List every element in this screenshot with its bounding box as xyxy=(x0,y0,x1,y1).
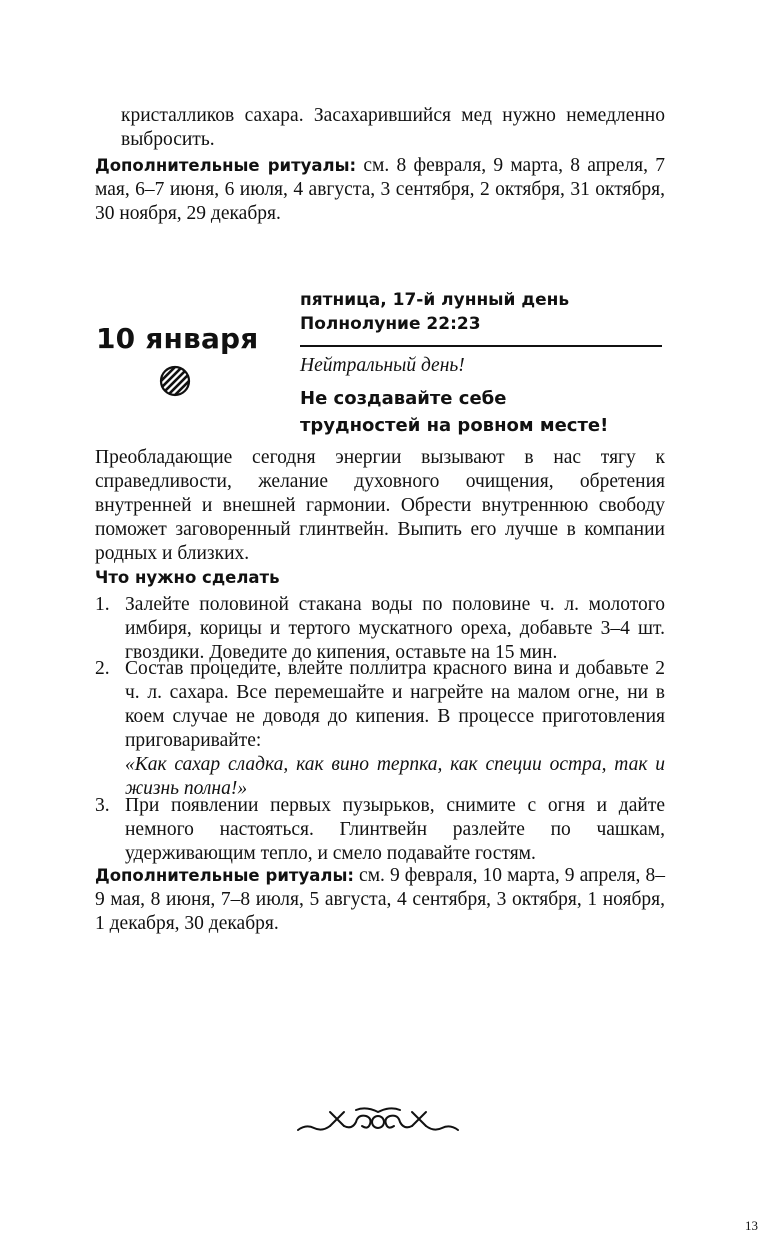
weekday-lunar-day: пятница, 17-й лунный день xyxy=(300,290,570,310)
step-text: При появлении первых пузырьков, снимите с огня и дайте немного настояться. Глинтвейн разлейте по чашкам, удерживающим тепло, и смело подавайте гостям. xyxy=(125,795,665,864)
step-text: Залейте половиной стакана воды по половине ч. л. молотого имбиря, корицы и тертого мускатного ореха, добавьте 3–4 шт. гвоздики. Доведите до кипения, оставьте на 15 мин. xyxy=(125,594,665,663)
day-type: Нейтральный день! xyxy=(300,355,465,376)
entry-intro-paragraph: Преобладающие сегодня энергии вызывают в нас тягу к справедливости, желание духовного очищения, обретения внутренней и внешней гармонии. Обрести внутреннюю свободу поможет заговоренный глинтвейн. Выпить его лучше в компании родных и близких. xyxy=(95,447,665,564)
step-text: Состав процедите, влейте поллитра красного вина и добавьте 2 ч. л. сахара. Все перемешайте и нагрейте на малом огне, ни в коем случае не доводя до кипения. В процессе приготовления приговаривайте: xyxy=(125,658,665,751)
additional-rituals-text: см. 8 февраля, 9 марта, 8 апреля, 7 мая, 6–7 июня, 6 июля, 4 августа, 3 сентября, 2 октября, 31 октября, 30 ноября, 29 декабря. xyxy=(95,155,665,224)
list-item xyxy=(95,657,665,801)
steps-list xyxy=(95,657,665,801)
list-item xyxy=(95,794,665,866)
lunar-day-info xyxy=(300,288,665,336)
step-number: 1. xyxy=(95,594,110,615)
day-motto xyxy=(300,385,665,439)
step-number: 2. xyxy=(95,658,110,679)
steps-list xyxy=(95,794,665,866)
motto-line-2: трудностей на ровном месте! xyxy=(300,415,609,436)
previous-entry-paragraph: кристалликов сахара. Засахарившийся мед нужно немедленно выбросить. xyxy=(121,105,665,150)
motto-line-1: Не создавайте себе xyxy=(300,388,507,409)
incantation-quote: «Как сахар сладка, как вино терпка, как специи остра, так и жизнь полна!» xyxy=(125,754,665,799)
additional-rituals-text: см. 9 февраля, 10 марта, 9 апреля, 8–9 мая, 8 июня, 7–8 июля, 5 августа, 4 сентября, 3 октября, 1 ноября, 1 декабря, 30 декабря. xyxy=(95,865,665,934)
decorative-flourish-icon xyxy=(296,1100,460,1138)
additional-rituals-label: Дополнительные ритуалы: xyxy=(95,156,357,175)
full-moon-hatched-icon xyxy=(158,364,192,398)
page-number: 13 xyxy=(745,1218,758,1233)
steps-list xyxy=(95,593,665,665)
additional-rituals-label: Дополнительные ритуалы: xyxy=(95,866,354,885)
additional-rituals xyxy=(95,864,665,936)
step-number: 3. xyxy=(95,795,110,816)
todo-heading: Что нужно сделать xyxy=(95,568,280,587)
list-item xyxy=(95,593,665,665)
previous-additional-rituals xyxy=(95,154,665,226)
header-divider xyxy=(300,345,662,347)
entry-date-heading: 10 января xyxy=(96,322,259,355)
full-moon-time: Полнолуние 22:23 xyxy=(300,314,481,334)
